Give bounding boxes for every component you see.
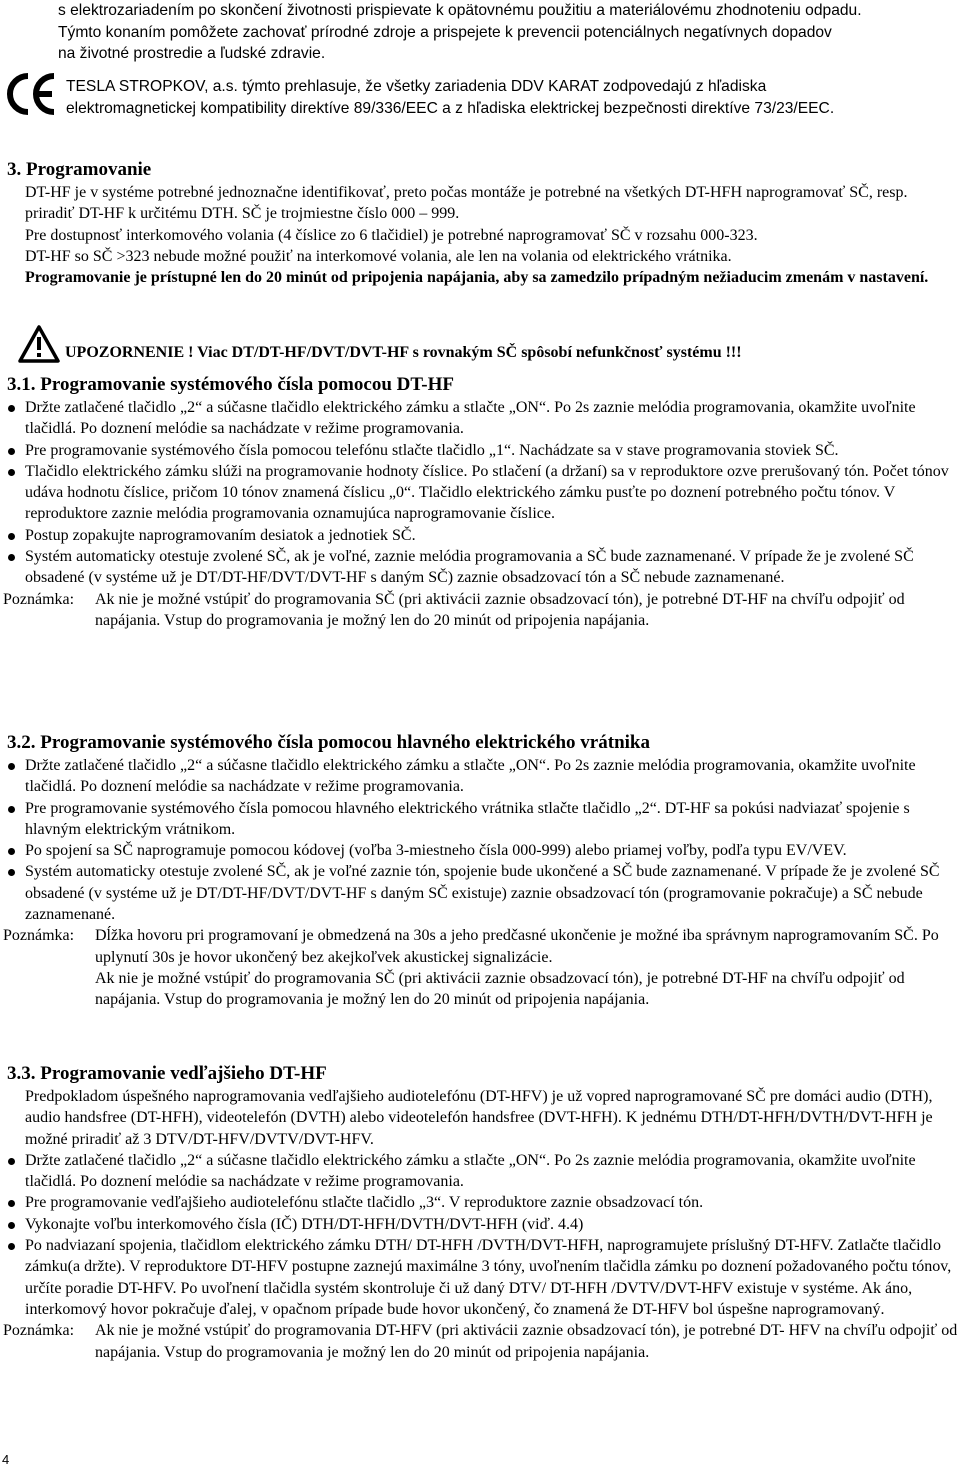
list-item-text: Pre programovanie systémového čísla pomocou telefónu stlačte tlačidlo „1“. Nachádzate sa v stave programovania stoviek SČ. <box>25 441 839 459</box>
note <box>3 589 960 632</box>
bold-paragraph: Programovanie je prístupné len do 20 minút od pripojenia napájania, aby sa zamedzilo prípadným nežiaducim zmenám v nastavení. <box>25 269 929 287</box>
list-item <box>0 1235 960 1320</box>
intro-line: s elektrozariadením po skončení životnosti prispievate k opätovnému použitiu a materiálovému zhodnoteniu odpadu. <box>58 2 862 19</box>
warning-notice <box>3 324 953 368</box>
list-item <box>0 440 960 461</box>
section-3-3-title <box>7 1062 960 1086</box>
section-heading: Programovanie systémového čísla pomocou hlavného elektrického vrátnika <box>40 732 650 753</box>
list-item <box>0 755 960 798</box>
list-item <box>0 546 960 589</box>
bullet-icon <box>8 1200 15 1207</box>
note-text: Ak nie je možné vstúpiť do programovania SČ (pri aktivácii zaznie obsadzovací tón), je potrebné DT-HF na chvíľu odpojiť od napájania. Vstup do programovania je možný len do 20 minút od pripojenia napájania. <box>95 969 905 1009</box>
bullet-icon <box>8 848 15 855</box>
list-item <box>0 1192 960 1213</box>
list-item <box>0 861 960 925</box>
section-3-2-title <box>7 731 960 755</box>
bullet-list <box>0 755 960 925</box>
list-item-text: Držte zatlačené tlačidlo „2“ a súčasne tlačidlo elektrického zámku a stlačte „ON“. Po 2s zaznie melódia programovania, okamžite uvoľnite tlačidlá. Po doznení melódie sa nachádzate v režime programovania. <box>25 1151 916 1191</box>
intro-line: na životné prostredie a ľudské zdravie. <box>58 45 326 62</box>
list-item <box>0 1214 960 1235</box>
bullet-icon <box>8 806 15 813</box>
note <box>3 1320 960 1363</box>
paragraph: Pre dostupnosť interkomového volania (4 číslice zo 6 tlačidiel) je potrebné naprogramovať SČ v rozsahu 000-323. <box>25 226 758 244</box>
bullet-icon <box>8 554 15 561</box>
ce-line: elektromagnetickej kompatibility direktíve 89/336/EEC a z hľadiska elektrickej bezpečnosti direktíve 73/23/EEC. <box>66 99 835 117</box>
list-item <box>0 397 960 440</box>
section-3-1 <box>0 373 960 631</box>
note-label: Poznámka: <box>3 1322 75 1340</box>
note-label: Poznámka: <box>3 590 75 608</box>
list-item-text: Pre programovanie systémového čísla pomocou hlavného elektrického vrátnika stlačte tlačidlo „2“. DT-HF sa pokúsi nadviazať spojenie s hlavným elektrickým vrátnikom. <box>25 799 910 838</box>
paragraph: DT-HF je v systéme potrebné jednoznačne identifikovať, preto počas montáže je potrebné na všetkých DT-HFH naprogramovať SČ, resp. priradiť DT-HF k určitému DTH. SČ je trojmiestne číslo 000 – 999. <box>25 184 908 223</box>
ce-line: TESLA STROPKOV, a.s. týmto prehlasuje, že všetky zariadenia DDV KARAT zodpovedajú z hľadiska <box>66 78 767 95</box>
note <box>3 925 960 1010</box>
list-item <box>0 840 960 861</box>
intro-paragraph <box>58 0 948 65</box>
ce-declaration <box>0 64 960 134</box>
section-3-1-title <box>7 373 960 397</box>
bullet-list <box>0 397 960 589</box>
section-3-title: 3. Programovanie <box>7 159 152 180</box>
section-heading: Programovanie systémového čísla pomocou DT-HF <box>40 374 455 395</box>
list-item-text: Systém automaticky otestuje zvolené SČ, ak je voľné, zaznie melódia programovania a SČ bude zaznamenané. V prípade že je zvolené SČ obsadené (v systéme už je DT/DT-HF/DVT/DVT-HF s daným SČ) zaznie obsadzovací tón a SČ nebude zaznamenané. <box>25 548 914 587</box>
ce-mark-icon <box>4 70 58 118</box>
list-item-text: Tlačidlo elektrického zámku slúži na programovanie hodnoty číslice. Po stlačení (a držaní) sa v reproduktore ozve prerušovaný tón. Počet tónov udáva hodnotu číslice, pričom 10 tónov znamená číslicu „0“. Tlačidlo elektrického zámku pusťte po doznení potrebného počtu tónov. V reproduktore zaznie melódia programovania oznamujúca naprogramovanie číslice. <box>25 462 949 523</box>
section-number: 3.1. <box>7 374 36 395</box>
bullet-icon <box>8 869 15 876</box>
note-text: Ak nie je možné vstúpiť do programovania SČ (pri aktivácii zaznie obsadzovací tón), je potrebné DT-HF na chvíľu odpojiť od napájania. Vstup do programovania je možný len do 20 minút od pripojenia napájania. <box>95 590 905 629</box>
note-label: Poznámka: <box>3 927 75 945</box>
bullet-icon <box>8 1222 15 1229</box>
list-item <box>0 525 960 546</box>
list-item-text: Držte zatlačené tlačidlo „2“ a súčasne tlačidlo elektrického zámku a stlačte „ON“. Po 2s zaznie melódia programovania, okamžite uvoľnite tlačidlá. Po doznení melódie sa nachádzate v režime programovania. <box>25 399 916 438</box>
list-item-text: Systém automaticky otestuje zvolené SČ, ak je voľné zaznie tón, spojenie bude ukončené a SČ bude zaznamenané. V prípade že je zvolené SČ obsadené (v systéme už je DT/DT-HF/DVT/DVT-HF s daným SČ existuje) zaznie obsadzovací tón (programovanie pokračuje) a SČ nebude zaznamenané. <box>25 863 940 924</box>
page-number: 4 <box>2 1452 10 1467</box>
warning-triangle-icon <box>17 324 61 364</box>
note-text: Ak nie je možné vstúpiť do programovania DT-HFV (pri aktivácii zaznie obsadzovací tón), je potrebné DT- HFV na chvíľu odpojiť od napájania. Vstup do programovania je možný len do 20 minút od pripojenia napájania. <box>95 1322 958 1361</box>
section-intro: Predpokladom úspešného naprogramovania vedľajšieho audiotelefónu (DT-HFV) je už vopred naprogramované SČ pre domáci audio (DTH), audio handsfree (DT-HFH), videotelefón (DVTH) alebo videotelefón handsfree (DVT-HFH). K jednému DTH/DT-HFH/DVTH/DVT-HFH je možné priradiť až 3 DTV/DT-HFV/DVTV/DVT-HFV. <box>25 1088 933 1148</box>
list-item-text: Po nadviazaní spojenia, tlačidlom elektrického zámku DTH/ DT-HFH /DVTH/DVT-HFH, naprogramujete príslušný DT-HFV. Zatlačte tlačidlo zámku(a držte). V reproduktore DT-HFV postupne zaznejú maximálne 3 tóny, uvoľnením tlačidla zámku po doznení požadovaného počtu tónov, určíte poradie DT-HFV. Po uvoľnení tlačidla systém skontroluje či už daný DTV/ DT-HFH /DVTV/DVT-HFV existuje v systéme. Ak áno, interkomový hovor pokračuje ďalej, v opačnom prípade bude hovor ukončený, čo znamená že DT-HFV bol úspešne naprogramovaný. <box>25 1237 952 1318</box>
bullet-icon <box>8 469 15 476</box>
note-text: Dĺžka hovoru pri programovaní je obmedzená na 30s a jeho predčasné ukončenie je možné iba správnym naprogramovaním SČ. Po uplynutí 30s je hovor ukončený bez akejkoľvek akustickej signalizácie. <box>95 927 939 966</box>
section-3-2 <box>0 731 960 1011</box>
bullet-icon <box>8 1243 15 1250</box>
bullet-icon <box>8 533 15 540</box>
section-3-body <box>25 182 955 288</box>
intro-line: Týmto konaním pomôžete zachovať prírodné zdroje a prispejete k prevencii potenciálnych negatívnych dopadov <box>58 23 832 41</box>
list-item-text: Držte zatlačené tlačidlo „2“ a súčasne tlačidlo elektrického zámku a stlačte „ON“. Po 2s zaznie melódia programovania, okamžite uvoľnite tlačidlá. Po doznení melódie sa nachádzate v režime programovania. <box>25 757 916 796</box>
paragraph: DT-HF so SČ >323 nebude možné použiť na interkomové volania, ale len na volania od elektrického vrátnika. <box>25 247 732 265</box>
section-3-3 <box>0 1062 960 1363</box>
section-number: 3.2. <box>7 732 36 753</box>
list-item <box>0 798 960 841</box>
list-item-text: Postup zopakujte naprogramovaním desiatok a jednotiek SČ. <box>25 526 416 544</box>
list-item <box>0 461 960 525</box>
section-number: 3.3. <box>7 1063 36 1084</box>
bullet-icon <box>8 763 15 770</box>
bullet-icon <box>8 405 15 412</box>
bullet-icon <box>8 1158 15 1165</box>
bullet-icon <box>8 448 15 455</box>
bullet-list <box>0 1150 960 1320</box>
list-item-text: Po spojení sa SČ naprogramuje pomocou kódovej (voľba 3-miestneho čísla 000-999) alebo priamej voľby, podľa typu EV/VEV. <box>25 842 847 860</box>
list-item-text: Vykonajte voľbu interkomového čísla (IČ) DTH/DT-HFH/DVTH/DVT-HFH (viď. 4.4) <box>25 1215 584 1233</box>
list-item-text: Pre programovanie vedľajšieho audiotelefónu stlačte tlačidlo „3“. V reproduktore zaznie obsadzovací tón. <box>25 1194 704 1212</box>
list-item <box>0 1150 960 1193</box>
warning-text: UPOZORNENIE ! Viac DT/DT-HF/DVT/DVT-HF s rovnakým SČ spôsobí nefunkčnosť systému !!! <box>65 344 742 361</box>
section-heading: Programovanie vedľajšieho DT-HF <box>40 1063 327 1084</box>
